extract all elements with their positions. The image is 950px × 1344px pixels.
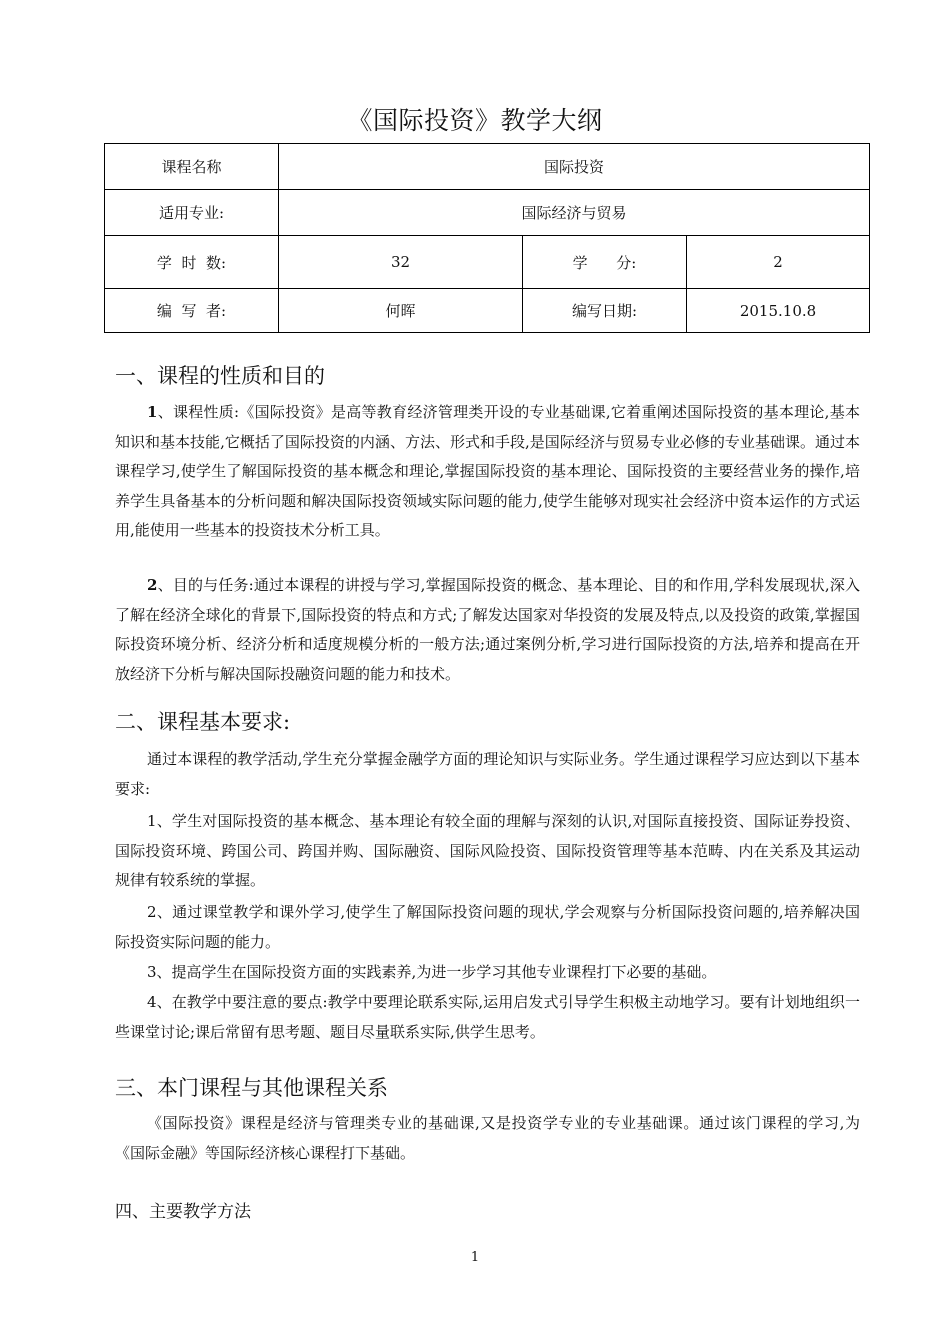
section-2-item-1: 1、学生对国际投资的基本概念、基本理论有较全面的理解与深刻的认识,对国际直接投资、国际证券投资、国际投资环境、跨国公司、跨国并购、国际融资、国际风险投资、国际投资管理等基本范畴、内在关系及其运动规律有较系统的掌握。 xyxy=(115,812,860,890)
table-row xyxy=(105,289,870,333)
section-1-paragraph-2 xyxy=(115,571,860,689)
section-2-heading: 二、课程基本要求: xyxy=(115,710,291,734)
section-2-intro: 通过本课程的教学活动,学生充分掌握金融学方面的理论知识与实际业务。学生通过课程学习应达到以下基本要求: xyxy=(115,750,860,798)
section-1-paragraph-1 xyxy=(115,398,860,546)
course-info-table xyxy=(104,143,870,333)
page-title: 《国际投资》教学大纲 xyxy=(347,106,603,135)
hours-value: 32 xyxy=(279,236,523,289)
paragraph-number: 1 xyxy=(147,403,158,421)
table-row xyxy=(105,190,870,236)
credits-value: 2 xyxy=(687,236,870,289)
section-3-paragraph: 《国际投资》课程是经济与管理类专业的基础课,又是投资学专业的专业基础课。通过该门课程的学习,为《国际金融》等国际经济核心课程打下基础。 xyxy=(115,1114,860,1162)
major-value: 国际经济与贸易 xyxy=(279,190,870,236)
table-row xyxy=(105,236,870,289)
course-name-value: 国际投资 xyxy=(279,144,870,190)
author-label: 编 写 者: xyxy=(105,289,279,333)
table-row xyxy=(105,144,870,190)
section-2-item-4: 4、在教学中要注意的要点:教学中要理论联系实际,运用启发式引导学生积极主动地学习。要有计划地组织一些课堂讨论;课后常留有思考题、题目尽量联系实际,供学生思考。 xyxy=(115,993,860,1041)
author-value: 何晖 xyxy=(279,289,523,333)
hours-label: 学 时 数: xyxy=(105,236,279,289)
credits-label: 学 分: xyxy=(523,236,687,289)
date-value: 2015.10.8 xyxy=(687,289,870,333)
date-label: 编写日期: xyxy=(523,289,687,333)
section-2-item-3: 3、提高学生在国际投资方面的实践素养,为进一步学习其他专业课程打下必要的基础。 xyxy=(147,963,717,981)
paragraph-number: 2 xyxy=(147,576,158,594)
paragraph-text: 、目的与任务:通过本课程的讲授与学习,掌握国际投资的概念、基本理论、目的和作用,学科发展现状,深入了解在经济全球化的背景下,国际投资的特点和方式;了解发达国家对华投资的发展及特点,以及投资的政策,掌握国际投资环境分析、经济分析和适度规模分析的一般方法;通过案例分析,学习进行国际投资的方法,培养和提高在开放经济下分析与解决国际投融资问题的能力和技术。 xyxy=(115,576,860,683)
section-2-item-2: 2、通过课堂教学和课外学习,使学生了解国际投资问题的现状,学会观察与分析国际投资问题的,培养解决国际投资实际问题的能力。 xyxy=(115,903,860,951)
page-number: 1 xyxy=(470,1250,480,1265)
section-3-heading: 三、本门课程与其他课程关系 xyxy=(115,1076,388,1100)
section-4-heading: 四、主要教学方法 xyxy=(115,1202,251,1222)
course-name-label: 课程名称 xyxy=(105,144,279,190)
major-label: 适用专业: xyxy=(105,190,279,236)
paragraph-text: 、课程性质:《国际投资》是高等教育经济管理类开设的专业基础课,它着重阐述国际投资的基本理论,基本知识和基本技能,它概括了国际投资的内涵、方法、形式和手段,是国际经济与贸易专业必修的专业基础课。通过本课程学习,使学生了解国际投资的基本概念和理论,掌握国际投资的基本理论、国际投资的主要经营业务的操作,培养学生具备基本的分析问题和解决国际投资领域实际问题的能力,使学生能够对现实社会经济中资本运作的方式运用,能使用一些基本的投资技术分析工具。 xyxy=(115,403,860,540)
section-1-heading: 一、课程的性质和目的 xyxy=(115,364,325,388)
